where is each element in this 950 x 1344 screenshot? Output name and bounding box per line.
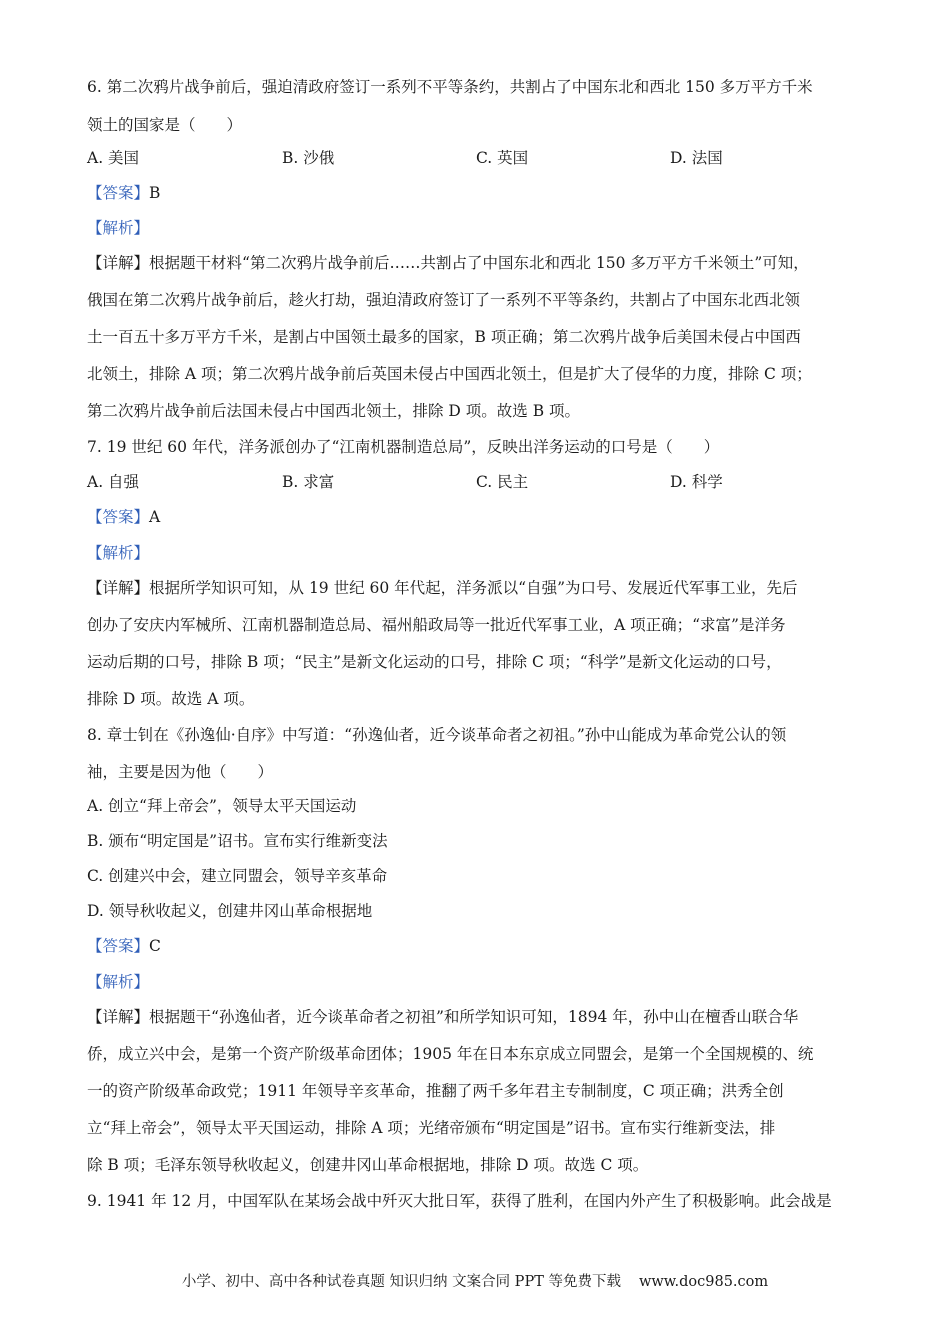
detail-label: 【详解】 [87, 579, 150, 597]
q7-analysis-label: 【解析】 [87, 544, 150, 562]
q8-detail-line5: 除 B 项；毛泽东领导秋收起义，创建井冈山革命根据地，排除 D 项。故选 C 项。 [87, 1156, 649, 1174]
q7-answer [87, 507, 160, 527]
q8-option-d: D. 领导秋收起义，创建井冈山革命根据地 [87, 902, 373, 920]
page-footer [0, 1270, 950, 1291]
q6-option-d: D. 法国 [670, 149, 723, 167]
q8-option-a: A. 创立“拜上帝会”，领导太平天国运动 [87, 797, 357, 815]
detail-label: 【详解】 [87, 1008, 150, 1026]
detail-text: 根据题干“孙逸仙者，近今谈革命者之初祖”和所学知识可知，1894 年，孙中山在檀香山联合华 [149, 1008, 799, 1026]
answer-value: A [149, 508, 161, 526]
q6-option-b: B. 沙俄 [282, 149, 335, 167]
q6-detail-line4: 北领土，排除 A 项；第二次鸦片战争前后英国未侵占中国西北领土，但是扩大了侵华的力度，排除 C 项； [87, 365, 812, 383]
q8-detail-line1 [87, 1007, 798, 1027]
answer-value: B [149, 184, 161, 202]
q6-stem-line1: 6. 第二次鸦片战争前后，强迫清政府签订一系列不平等条约，共割占了中国东北和西北 150 多万平方千米 [87, 78, 813, 96]
q8-stem-line1: 8. 章士钊在《孙逸仙·自序》中写道：“孙逸仙者，近今谈革命者之初祖。”孙中山能成为革命党公认的领 [87, 726, 787, 744]
q8-option-b: B. 颁布“明定国是”诏书。宣布实行维新变法 [87, 832, 388, 850]
q8-option-c: C. 创建兴中会，建立同盟会，领导辛亥革命 [87, 867, 388, 885]
q7-detail-line1 [87, 578, 798, 598]
q6-answer [87, 183, 160, 203]
q7-option-c: C. 民主 [476, 473, 529, 491]
q7-option-a: A. 自强 [87, 473, 140, 491]
q6-option-a: A. 美国 [87, 149, 140, 167]
footer-text: 小学、初中、高中各种试卷真题 知识归纳 文案合同 PPT 等免费下载 [181, 1274, 621, 1290]
detail-text: 根据所学知识可知，从 19 世纪 60 年代起，洋务派以“自强”为口号、发展近代军事工业，先后 [149, 579, 798, 597]
q8-detail-line2: 侨，成立兴中会，是第一个资产阶级革命团体；1905 年在日本东京成立同盟会，是第一个全国规模的、统 [87, 1045, 814, 1063]
q8-analysis-label: 【解析】 [87, 973, 150, 991]
q6-detail-line1 [87, 253, 809, 273]
q8-detail-line3: 一的资产阶级革命政党；1911 年领导辛亥革命，推翻了两千多年君主专制制度，C 项正确；洪秀全创 [87, 1082, 784, 1100]
detail-label: 【详解】 [87, 254, 150, 272]
q7-option-b: B. 求富 [282, 473, 335, 491]
q8-answer [87, 936, 161, 956]
q6-detail-line5: 第二次鸦片战争前后法国未侵占中国西北领土，排除 D 项。故选 B 项。 [87, 402, 581, 420]
q6-analysis-label: 【解析】 [87, 219, 150, 237]
q8-detail-line4: 立“拜上帝会”，领导太平天国运动，排除 A 项；光绪帝颁布“明定国是”诏书。宣布实行维新变法，排 [87, 1119, 776, 1137]
detail-text: 根据题干材料“第二次鸦片战争前后……共割占了中国东北和西北 150 多万平方千米领土”可知， [149, 254, 809, 272]
q7-detail-line2: 创办了安庆内军械所、江南机器制造总局、福州船政局等一批近代军事工业，A 项正确；“求富”是洋务 [87, 616, 786, 634]
q8-stem-line2: 袖，主要是因为他（ ） [87, 763, 274, 781]
q6-detail-line2: 俄国在第二次鸦片战争前后，趁火打劫，强迫清政府签订了一系列不平等条约，共割占了中国东北西北领 [87, 291, 801, 309]
q7-stem-line1: 7. 19 世纪 60 年代，洋务派创办了“江南机器制造总局”，反映出洋务运动的口号是（ ） [87, 438, 720, 456]
answer-value: C [149, 937, 161, 955]
footer-url[interactable]: www.doc985.com [638, 1274, 769, 1290]
q6-stem-line2: 领土的国家是（ ） [87, 116, 243, 134]
answer-label: 【答案】 [87, 508, 150, 526]
q9-stem-line1: 9. 1941 年 12 月，中国军队在某场会战中歼灭大批日军，获得了胜利，在国内外产生了积极影响。此会战是 [87, 1192, 832, 1210]
q7-option-d: D. 科学 [670, 473, 723, 491]
q7-detail-line3: 运动后期的口号，排除 B 项；“民主”是新文化运动的口号，排除 C 项；“科学”是新文化运动的口号， [87, 653, 782, 671]
q7-detail-line4: 排除 D 项。故选 A 项。 [87, 690, 255, 708]
answer-label: 【答案】 [87, 184, 150, 202]
q6-detail-line3: 土一百五十多万平方千米，是割占中国领土最多的国家，B 项正确；第二次鸦片战争后美国未侵占中国西 [87, 328, 801, 346]
q6-option-c: C. 英国 [476, 149, 529, 167]
answer-label: 【答案】 [87, 937, 150, 955]
